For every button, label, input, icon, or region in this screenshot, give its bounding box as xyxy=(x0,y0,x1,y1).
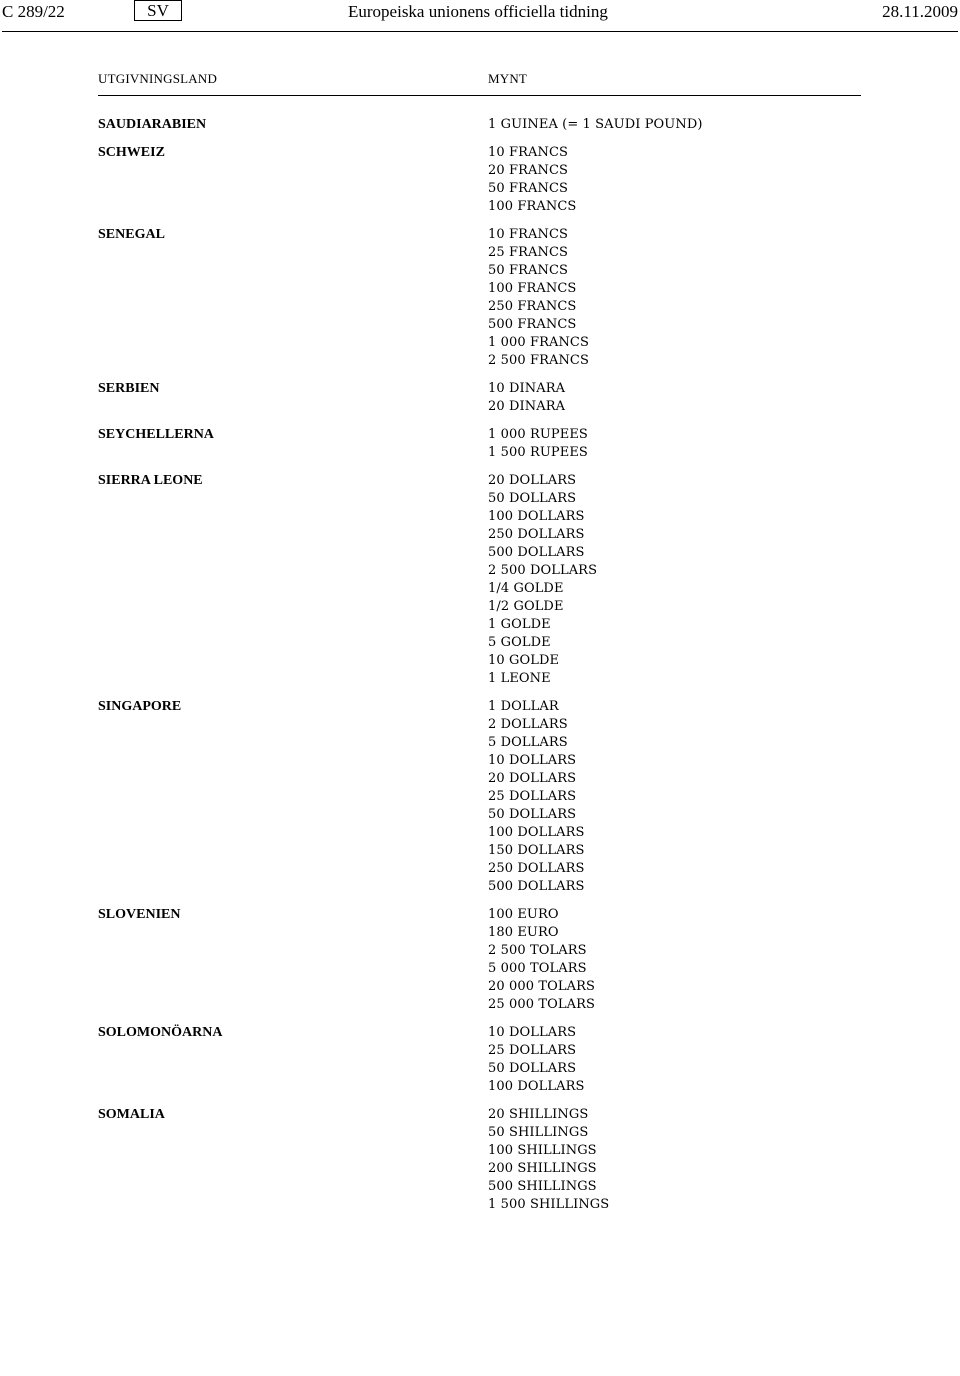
coin-denomination: 10 DOLLARS xyxy=(488,753,577,768)
table-row xyxy=(0,472,960,688)
coin-denomination: 10 DOLLARS xyxy=(488,1025,577,1040)
country-name: SOLOMONÖARNA xyxy=(98,1025,223,1040)
coin-list xyxy=(488,1024,584,1096)
coin-denomination: 20 DINARA xyxy=(488,399,566,414)
country-name: SOMALIA xyxy=(98,1107,165,1122)
table-row xyxy=(0,144,960,216)
column-header-country: UTGIVNINGSLAND xyxy=(98,71,218,86)
journal-title: Europeiska unionens officiella tidning xyxy=(348,2,608,21)
page-header xyxy=(0,0,960,34)
coin-denomination: 25 FRANCS xyxy=(488,245,568,260)
coin-denomination: 1 GOLDE xyxy=(488,617,551,632)
coin-denomination: 50 DOLLARS xyxy=(488,807,577,822)
coin-denomination: 1 DOLLAR xyxy=(488,699,559,714)
coin-denomination: 500 FRANCS xyxy=(488,317,577,332)
coin-denomination: 20 DOLLARS xyxy=(488,771,577,786)
coin-denomination: 25 DOLLARS xyxy=(488,1043,577,1058)
language-badge: SV xyxy=(134,0,182,21)
coin-denomination: 50 FRANCS xyxy=(488,263,568,278)
coin-denomination: 180 EURO xyxy=(488,925,559,940)
country-name: SCHWEIZ xyxy=(98,145,165,160)
coin-denomination: 1 500 RUPEES xyxy=(488,445,588,460)
table-row xyxy=(0,906,960,1014)
coin-list xyxy=(488,472,597,688)
coin-list xyxy=(488,1106,609,1214)
coin-denomination: 5 000 TOLARS xyxy=(488,961,587,976)
coin-denomination: 10 GOLDE xyxy=(488,653,560,668)
coin-denomination: 250 FRANCS xyxy=(488,299,577,314)
coin-denomination: 100 SHILLINGS xyxy=(488,1143,597,1158)
country-name: SEYCHELLERNA xyxy=(98,427,214,442)
coin-denomination: 50 DOLLARS xyxy=(488,1061,577,1076)
coin-denomination: 100 FRANCS xyxy=(488,281,577,296)
country-name: SINGAPORE xyxy=(98,699,182,714)
coin-list xyxy=(488,144,576,216)
coin-denomination: 5 DOLLARS xyxy=(488,735,568,750)
coin-denomination: 1/4 GOLDE xyxy=(488,581,564,596)
coin-denomination: 100 DOLLARS xyxy=(488,825,585,840)
table-row xyxy=(0,116,960,134)
coin-list xyxy=(488,426,588,462)
coin-table-body xyxy=(0,116,960,1224)
coin-denomination: 1 000 FRANCS xyxy=(488,335,589,350)
table-row xyxy=(0,380,960,416)
coin-denomination: 20 FRANCS xyxy=(488,163,568,178)
table-row xyxy=(0,1024,960,1096)
coin-denomination: 10 FRANCS xyxy=(488,145,568,160)
coin-denomination: 100 EURO xyxy=(488,907,559,922)
coin-list xyxy=(488,226,589,370)
coin-denomination: 50 DOLLARS xyxy=(488,491,577,506)
coin-denomination: 20 000 TOLARS xyxy=(488,979,595,994)
coin-denomination: 1 000 RUPEES xyxy=(488,427,588,442)
table-row xyxy=(0,698,960,896)
coin-list xyxy=(488,116,703,134)
column-header-coin: MYNT xyxy=(488,71,528,86)
coin-denomination: 2 500 FRANCS xyxy=(488,353,589,368)
coin-denomination: 250 DOLLARS xyxy=(488,527,585,542)
coin-denomination: 2 500 DOLLARS xyxy=(488,563,598,578)
country-name: SAUDIARABIEN xyxy=(98,117,207,132)
coin-list xyxy=(488,906,595,1014)
table-header-divider xyxy=(98,95,861,96)
coin-denomination: 250 DOLLARS xyxy=(488,861,585,876)
coin-denomination: 20 SHILLINGS xyxy=(488,1107,589,1122)
coin-denomination: 50 FRANCS xyxy=(488,181,568,196)
coin-denomination: 2 500 TOLARS xyxy=(488,943,587,958)
header-divider xyxy=(2,31,958,32)
table-row xyxy=(0,426,960,462)
coin-denomination: 50 SHILLINGS xyxy=(488,1125,589,1140)
coin-denomination: 100 FRANCS xyxy=(488,199,577,214)
coin-denomination: 1 LEONE xyxy=(488,671,551,686)
table-row xyxy=(0,226,960,370)
coin-denomination: 1/2 GOLDE xyxy=(488,599,564,614)
coin-denomination: 10 FRANCS xyxy=(488,227,568,242)
country-name: SLOVENIEN xyxy=(98,907,181,922)
coin-denomination: 200 SHILLINGS xyxy=(488,1161,597,1176)
coin-denomination: 500 DOLLARS xyxy=(488,879,585,894)
country-name: SERBIEN xyxy=(98,381,160,396)
coin-denomination: 25 DOLLARS xyxy=(488,789,577,804)
coin-denomination: 150 DOLLARS xyxy=(488,843,585,858)
country-name: SIERRA LEONE xyxy=(98,473,203,488)
coin-denomination: 100 DOLLARS xyxy=(488,1079,585,1094)
coin-list xyxy=(488,380,565,416)
coin-denomination: 500 DOLLARS xyxy=(488,545,585,560)
coin-denomination: 25 000 TOLARS xyxy=(488,997,595,1012)
country-name: SENEGAL xyxy=(98,227,165,242)
page-reference: C 289/22 xyxy=(2,2,65,21)
coin-denomination: 5 GOLDE xyxy=(488,635,551,650)
coin-denomination: 1 GUINEA (= 1 SAUDI POUND) xyxy=(488,117,703,132)
issue-date: 28.11.2009 xyxy=(882,2,958,21)
coin-denomination: 500 SHILLINGS xyxy=(488,1179,597,1194)
table-row xyxy=(0,1106,960,1214)
coin-denomination: 1 500 SHILLINGS xyxy=(488,1197,610,1212)
coin-denomination: 20 DOLLARS xyxy=(488,473,577,488)
coin-denomination: 100 DOLLARS xyxy=(488,509,585,524)
coin-list xyxy=(488,698,584,896)
coin-denomination: 10 DINARA xyxy=(488,381,566,396)
coin-denomination: 2 DOLLARS xyxy=(488,717,568,732)
